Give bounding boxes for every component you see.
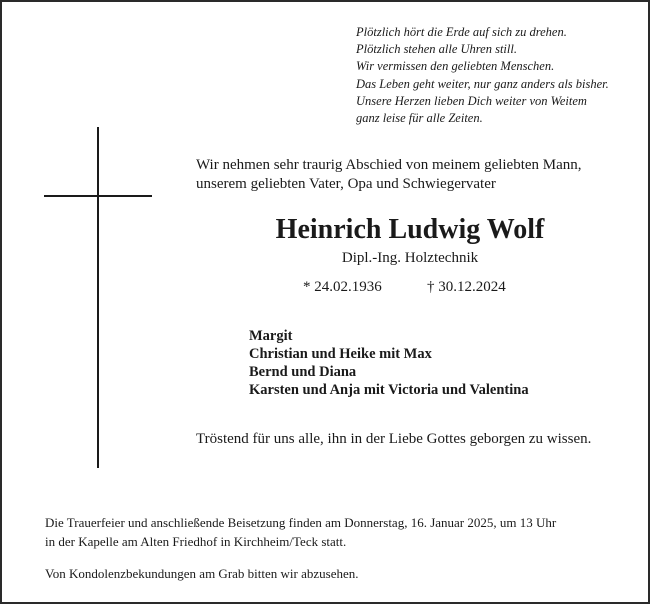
cross-vertical-bar: [97, 127, 99, 468]
poem-line: Plötzlich hört die Erde auf sich zu drehen.: [356, 25, 567, 39]
consolation-text: Tröstend für uns alle, ihn in der Liebe Gottes geborgen zu wissen.: [196, 431, 592, 447]
deceased-name: Heinrich Ludwig Wolf: [275, 214, 545, 245]
poem-line: Das Leben geht weiter, nur ganz anders als bisher.: [356, 76, 609, 91]
poem-line: Wir vermissen den geliebten Menschen.: [356, 59, 555, 74]
poem-line: Plötzlich stehen alle Uhren still.: [356, 42, 517, 57]
service-info: [45, 513, 556, 551]
intro-line: Wir nehmen sehr traurig Abschied von meinem geliebten Mann,: [196, 157, 582, 173]
cross-horizontal-bar: [44, 195, 152, 197]
poem: [356, 24, 636, 127]
farewell-intro: [196, 156, 616, 194]
death-date: † 30.12.2024: [427, 279, 506, 295]
poem-line: Unsere Herzen lieben Dich weiter von Weitem: [356, 93, 587, 108]
family-member: Christian und Heike mit Max: [249, 346, 432, 362]
condolence-note: Von Kondolenzbekundungen am Grab bitten wir abzusehen.: [45, 566, 359, 581]
birth-date: * 24.02.1936: [303, 279, 382, 295]
service-line: Die Trauerfeier und anschließende Beisetzung finden am Donnerstag, 16. Januar 2025, um 13 Uhr: [45, 515, 557, 530]
family-member: Karsten und Anja mit Victoria und Valentina: [249, 382, 529, 398]
intro-line: unserem geliebten Vater, Opa und Schwiegervater: [196, 176, 496, 192]
service-line: in der Kapelle am Alten Friedhof in Kirchheim/Teck statt.: [45, 534, 347, 549]
poem-line: ganz leise für alle Zeiten.: [356, 111, 483, 126]
deceased-title: Dipl.-Ing. Holztechnik: [341, 250, 479, 266]
family-list: [249, 327, 529, 399]
family-member: Margit: [249, 328, 293, 344]
family-member: Bernd und Diana: [249, 364, 357, 380]
